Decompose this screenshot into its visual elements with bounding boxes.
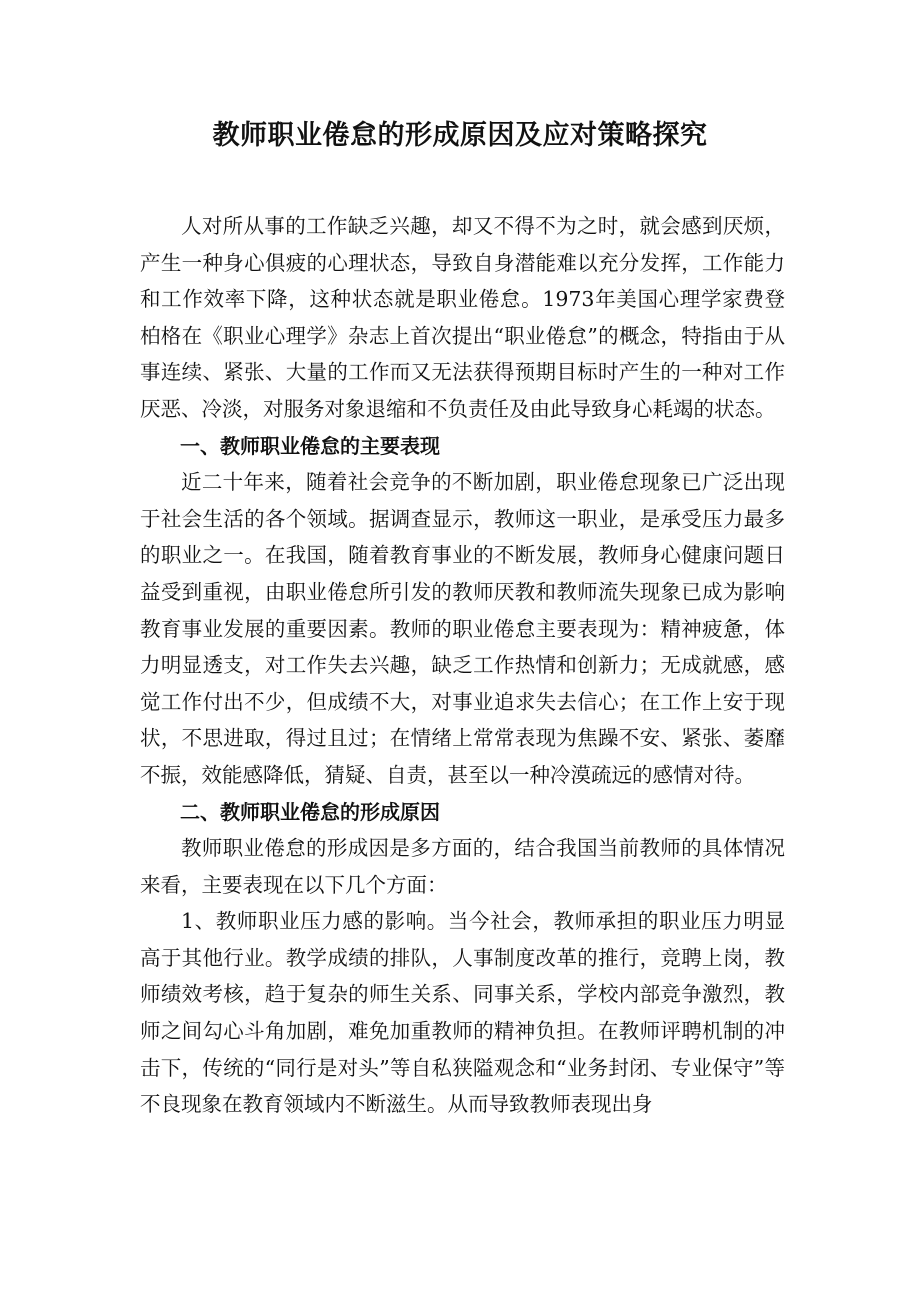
intro-paragraph: 人对所从事的工作缺乏兴趣，却又不得不为之时，就会感到厌烦，产生一种身心俱疲的心理状态，导致自身潜能难以充分发挥，工作能力和工作效率下降，这种状态就是职业倦怠。1973年美国心理学家费登柏格在《职业心理学》杂志上首次提出“职业倦怠”的概念，特指由于从事连续、紧张、大量的工作而又无法获得预期目标时产生的一种对工作厌恶、冷淡，对服务对象退缩和不负责任及由此导致身心耗竭的状态。: [140, 214, 785, 421]
section-2-paragraph-2: 1、教师职业压力感的影响。当今社会，教师承担的职业压力明显高于其他行业。教学成绩的排队，人事制度改革的推行，竞聘上岗，教师绩效考核，趋于复杂的师生关系、同事关系，学校内部竞争激烈，教师之间勾心斗角加剧，难免加重教师的精神负担。在教师评聘机制的冲击下，传统的“同行是对头”等自私狭隘观念和“业务封闭、专业保守”等不良现象在教育领域内不断滋生。从而导致教师表现出身: [140, 909, 785, 1117]
document-title: 教师职业倦怠的形成原因及应对策略探究: [212, 120, 708, 151]
section-2-paragraph-1: 教师职业倦怠的形成因是多方面的，结合我国当前教师的具体情况来看，主要表现在以下几个方面：: [140, 836, 785, 897]
section-heading-2: 二、教师职业倦怠的形成原因: [180, 799, 440, 824]
document-body: [140, 208, 785, 1123]
section-heading-1: 一、教师职业倦怠的主要表现: [180, 433, 440, 458]
section-1-paragraph: 近二十年来，随着社会竞争的不断加剧，职业倦怠现象已广泛出现于社会生活的各个领域。据调查显示，教师这一职业，是承受压力最多的职业之一。在我国，随着教育事业的不断发展，教师身心健康问题日益受到重视，由职业倦怠所引发的教师厌教和教师流失现象已成为影响教育事业发展的重要因素。教师的职业倦怠主要表现为：精神疲惫，体力明显透支，对工作失去兴趣，缺乏工作热情和创新力；无成就感，感觉工作付出不少，但成绩不大，对事业追求失去信心；在工作上安于现状，不思进取，得过且过；在情绪上常常表现为焦躁不安、紧张、萎靡不振，效能感降低，猜疑、自责，甚至以一种冷漠疏远的感情对待。: [140, 470, 785, 787]
